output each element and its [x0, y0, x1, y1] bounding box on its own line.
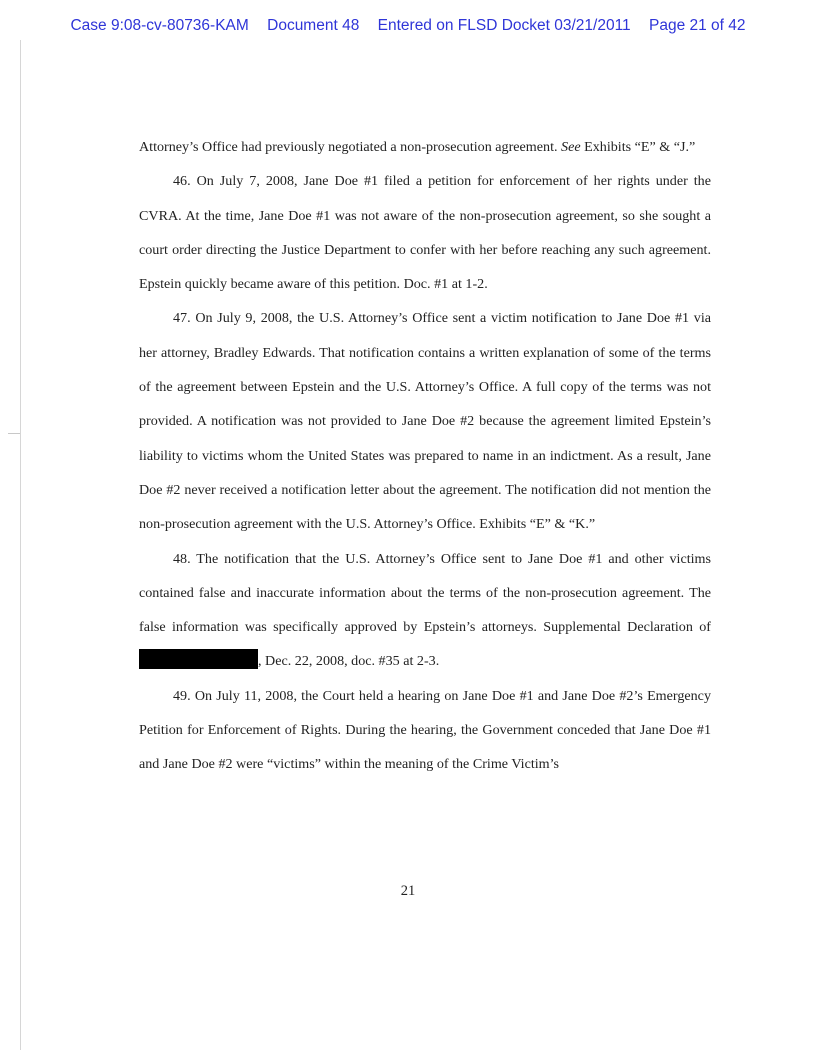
- paragraph-46: 46. On July 7, 2008, Jane Doe #1 filed a petition for enforcement of her rights under the CVRA. At the time, Jane Doe #1 was not aware of the non-prosecution agreement, so she sought a court order directing the Justice Department to confer with her before reaching any such agreement. Epstein quickly became aware of this petition. Doc. #1 at 1-2.: [139, 173, 711, 293]
- case-number: Case 9:08-cv-80736-KAM: [70, 17, 249, 34]
- margin-tick-mark: [8, 433, 20, 434]
- entered-date: Entered on FLSD Docket 03/21/2011: [377, 17, 631, 34]
- docket-header: [0, 17, 816, 35]
- continuation-paragraph: Attorney’s Office had previously negotiated a non-prosecution agreement. See Exhibits “E” & “J.”: [139, 139, 696, 155]
- document-number: Document 48: [267, 17, 360, 34]
- paragraph-49: 49. On July 11, 2008, the Court held a hearing on Jane Doe #1 and Jane Doe #2’s Emergency Petition for Enforcement of Rights. During the hearing, the Government conceded that Jane Doe #1 and Jane Doe #2 were “victims” within the meaning of the Crime Victim’s: [139, 687, 711, 773]
- paragraph-47: 47. On July 9, 2008, the U.S. Attorney’s Office sent a victim notification to Jane Doe #1 via her attorney, Bradley Edwards. That notification contains a written explanation of some of the terms of the agreement between Epstein and the U.S. Attorney’s Office. A full copy of the terms was not provided. A notification was not provided to Jane Doe #2 because the agreement limited Epstein’s liability to victims whom the United States was prepared to name in an indictment. As a result, Jane Doe #2 never received a notification letter about the agreement. The notification did not mention the non-prosecution agreement with the U.S. Attorney’s Office. Exhibits “E” & “K.”: [139, 310, 711, 533]
- page-number: 21: [400, 883, 416, 899]
- redaction-box: [139, 649, 258, 669]
- see-signal: See: [561, 139, 581, 155]
- document-body: [139, 130, 711, 782]
- paragraph-48: 48. The notification that the U.S. Attorney’s Office sent to Jane Doe #1 and other victims contained false and inaccurate information about the terms of the non-prosecution agreement. The false information was specifically approved by Epstein’s attorneys. Supplemental Declaration of , Dec. 22, 2008, doc. #35 at 2-3.: [139, 550, 711, 670]
- page-indicator: Page 21 of 42: [649, 17, 746, 34]
